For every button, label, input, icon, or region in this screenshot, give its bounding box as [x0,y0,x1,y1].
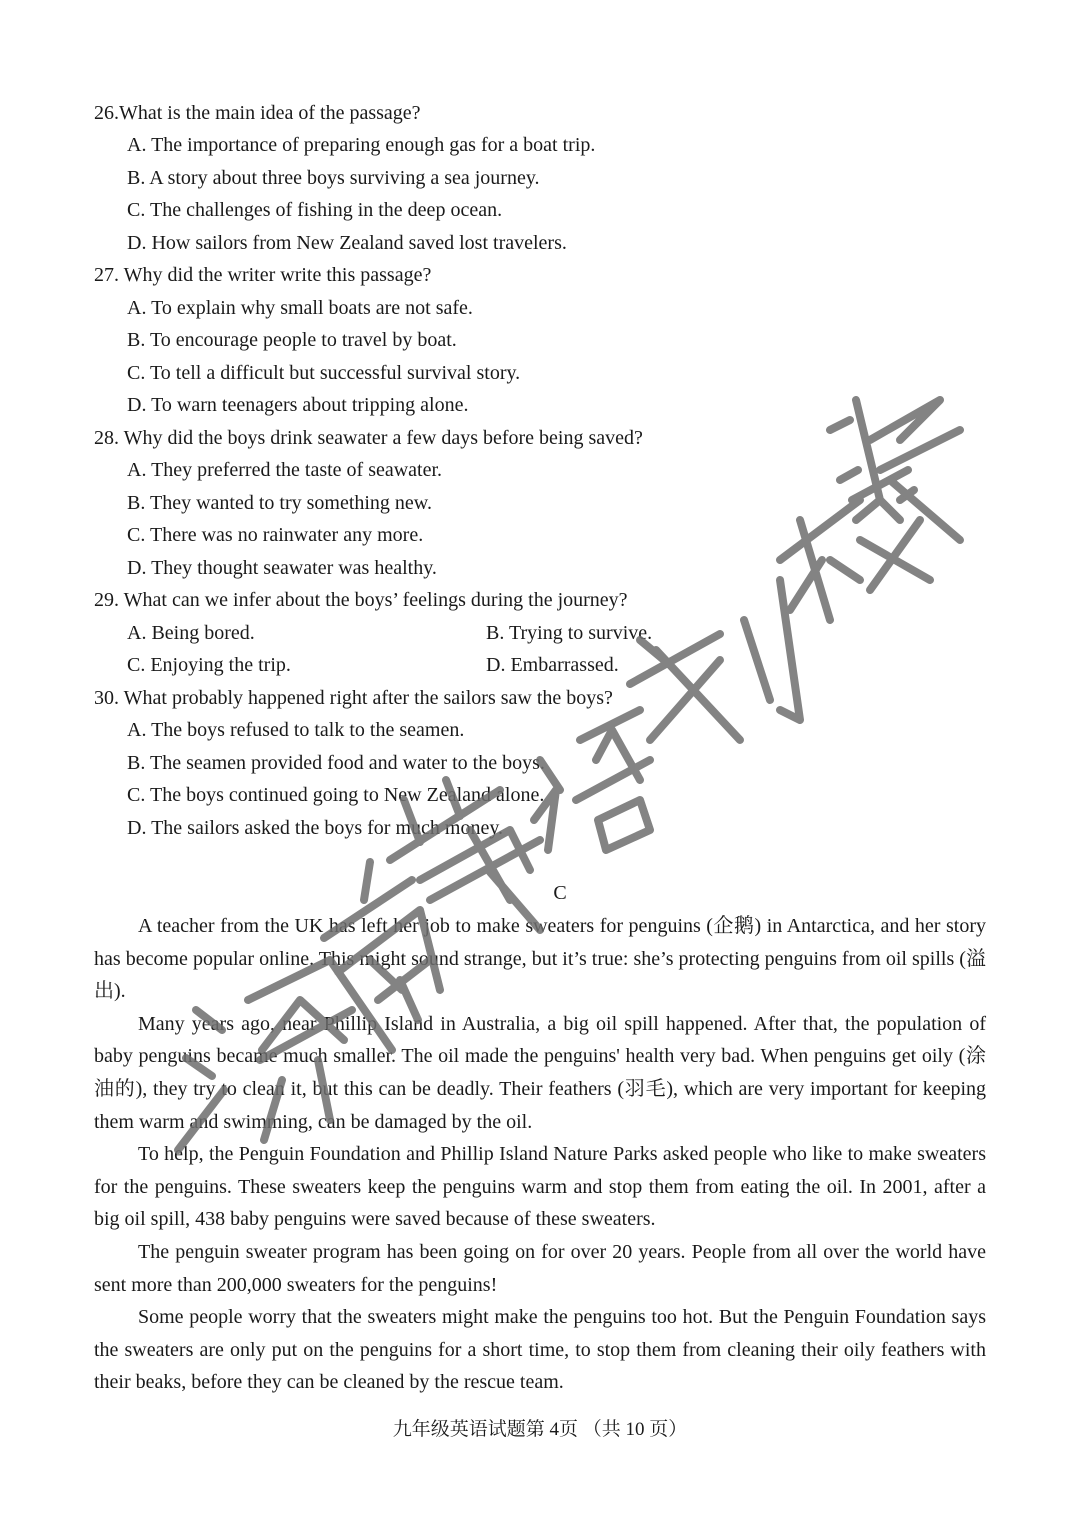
question-26-option-b: B. A story about three boys surviving a sea journey. [127,167,540,189]
question-28-option-c: C. There was no rainwater any more. [127,524,424,546]
question-30-option-b: B. The seamen provided food and water to the boys. [127,752,545,774]
question-27-option-d: D. To warn teenagers about tripping alone. [127,394,469,416]
passage-paragraph: A teacher from the UK has left her job to make sweaters for penguins (企鹅) in Antarctica, and her story has become popular online. This might sound strange, but it’s true: she’s protecting penguins from oil spills (溢出). [94,915,986,1003]
question-29-stem: 29. What can we infer about the boys’ feelings during the journey? [94,589,628,611]
question-30-stem: 30. What probably happened right after the sailors saw the boys? [94,687,613,709]
question-29-option-c: C. Enjoying the trip. [127,654,291,676]
question-30-option-d: D. The sailors asked the boys for much money. [127,817,504,839]
question-29-option-b: B. Trying to survive. [486,622,653,644]
question-28-stem: 28. Why did the boys drink seawater a few days before being saved? [94,427,643,449]
page-footer: 九年级英语试题第 4页 （共 10 页） [392,1419,688,1440]
question-28-option-a: A. They preferred the taste of seawater. [127,459,443,481]
question-26-stem: 26.What is the main idea of the passage? [94,102,421,124]
reading-passage [94,910,986,1399]
question-27-stem: 27. Why did the writer write this passage? [94,264,432,286]
question-29-option-a: A. Being bored. [127,622,255,644]
question-26-option-c: C. The challenges of fishing in the deep ocean. [127,199,503,221]
question-27-option-c: C. To tell a difficult but successful survival story. [127,362,521,384]
question-29-option-d: D. Embarrassed. [486,654,619,676]
question-30-option-c: C. The boys continued going to New Zealand alone. [127,784,545,806]
question-28-option-b: B. They wanted to try something new. [127,492,432,514]
section-heading: C [553,882,567,904]
question-26-option-d: D. How sailors from New Zealand saved lost travelers. [127,232,567,254]
passage-paragraph: The penguin sweater program has been going on for over 20 years. People from all over the world have sent more than 200,000 sweaters for the penguins! [94,1240,986,1296]
passage-paragraph: Many years ago, near Phillip Island in Australia, a big oil spill happened. After that, the population of baby penguins became much smaller. The oil made the penguins' health very bad. When penguins get oily (涂油的), they try to clean it, but this can be deadly. Their feathers (羽毛), which are very important for keeping them warm and swimming, can be damaged by the oil. [94,1012,986,1133]
passage-paragraph: To help, the Penguin Foundation and Phillip Island Nature Parks asked people who like to make sweaters for the penguins. These sweaters keep the penguins warm and stop them from eating the oil. In 2001, after a big oil spill, 438 baby penguins were saved because of these sweaters. [94,1143,986,1231]
question-27-option-a: A. To explain why small boats are not safe. [127,297,473,319]
question-28-option-d: D. They thought seawater was healthy. [127,557,437,579]
question-30-option-a: A. The boys refused to talk to the seamen. [127,719,465,741]
passage-paragraph: Some people worry that the sweaters might make the penguins too hot. But the Penguin Foundation says the sweaters are only put on the penguins for a short time, to stop them from cleaning their oily feathers with their beaks, before they can be cleaned by the rescue team. [94,1306,986,1394]
question-26-option-a: A. The importance of preparing enough gas for a boat trip. [127,134,596,156]
question-27-option-b: B. To encourage people to travel by boat. [127,329,457,351]
